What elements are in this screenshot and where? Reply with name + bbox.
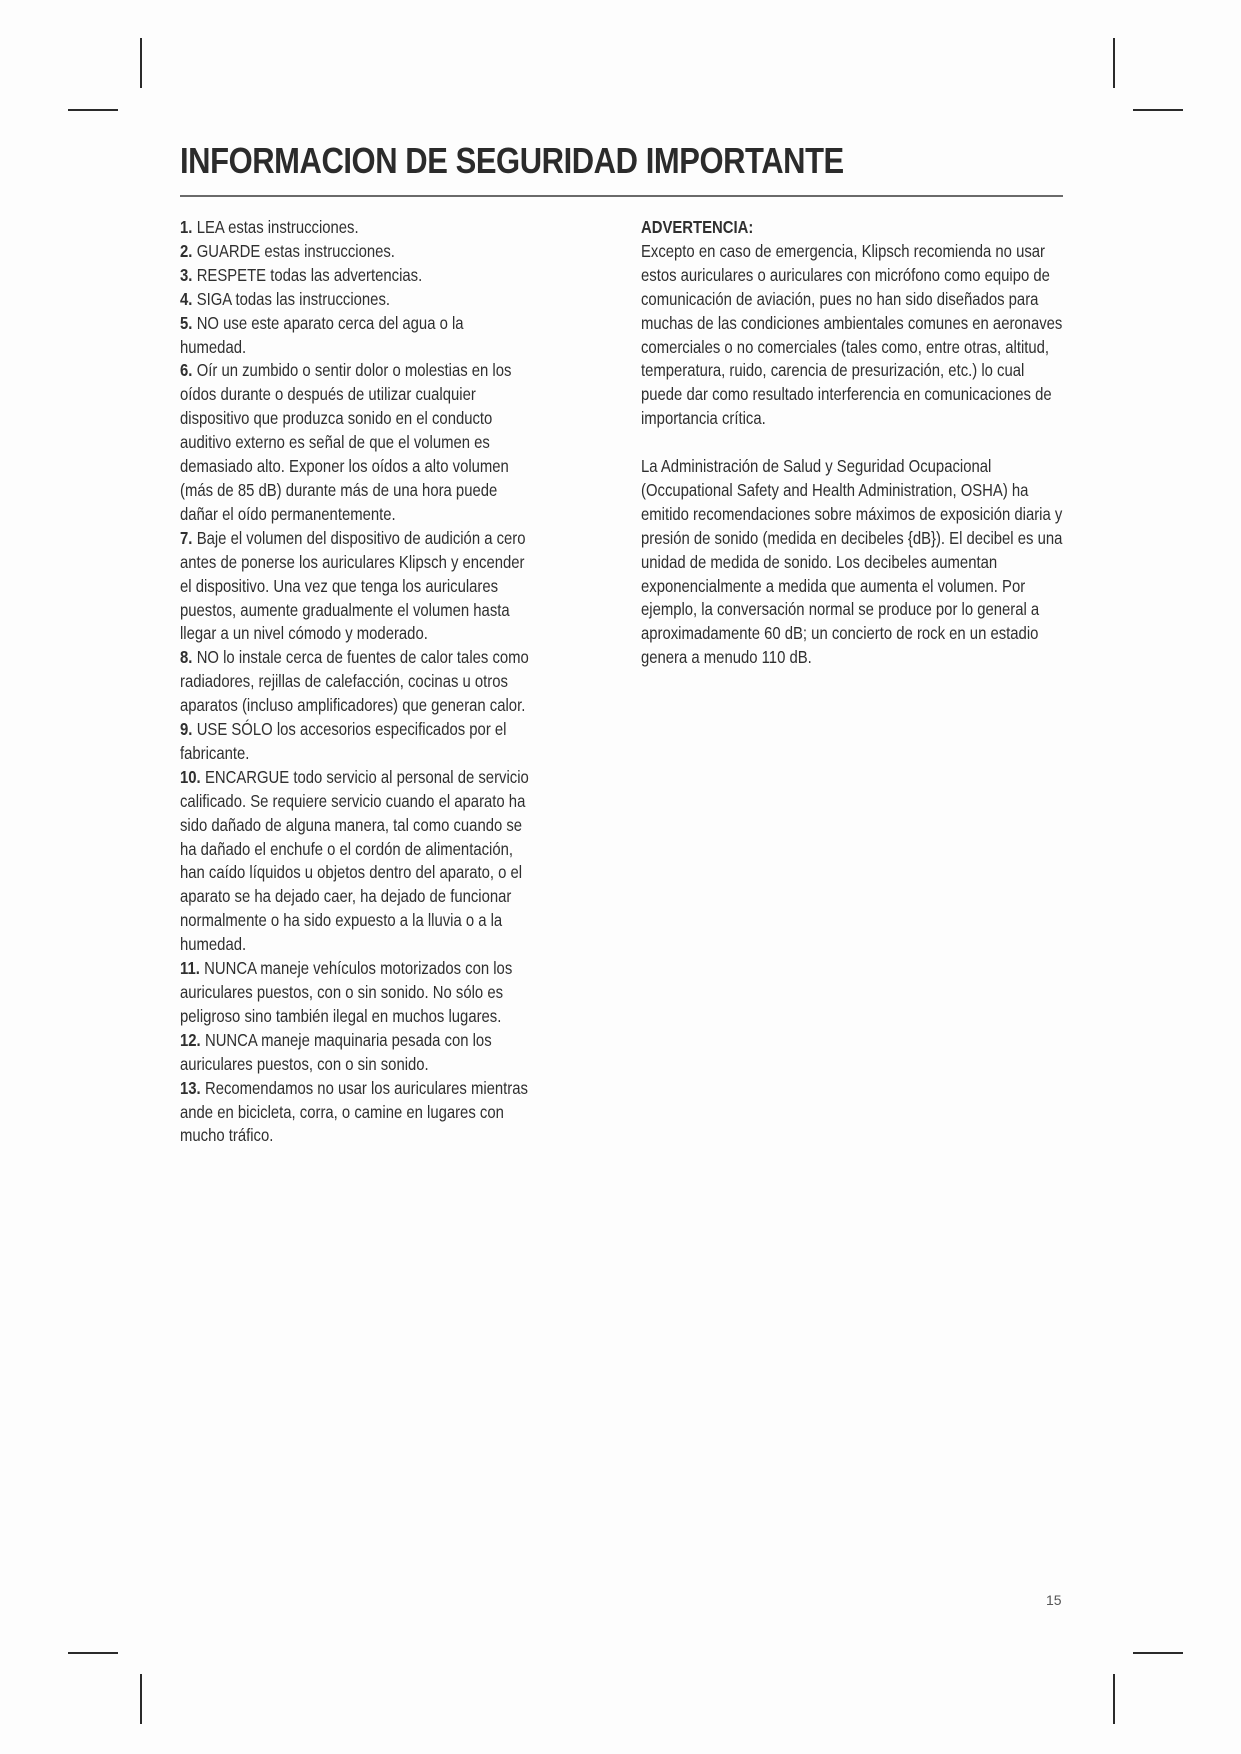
list-item	[180, 1029, 610, 1077]
item-text: SIGA todas las instrucciones.	[196, 288, 391, 309]
item-number: 2.	[180, 240, 193, 261]
crop-mark-bottom-left-vertical	[140, 1674, 142, 1724]
crop-mark-bottom-left-horizontal	[68, 1652, 118, 1654]
warning-paragraph-aviation: Excepto en caso de emergencia, Klipsch recomienda no usar estos auriculares o auriculares con micrófono como equipo de comunicación de aviación, pues no han sido diseñados para muchas de las condiciones ambientales comunes en aeronaves comerciales o no comerciales (tales como, entre otras, altitud, temperatura, ruido, carencia de presurización, etc.) lo cual puede dar como resultado interferencia en comunicaciones de importancia crítica.	[641, 240, 1063, 429]
list-item	[180, 766, 610, 957]
item-text: ENCARGUE todo servicio al personal de servicio calificado. Se requiere servicio cuando el aparato ha sido dañado de alguna manera, tal como cuando se ha dañado el enchufe o el cordón de alimentación, han caído líquidos u objetos dentro del aparato, o el aparato se ha dejado caer, ha dejado de funcionar normalmente o ha sido expuesto a la lluvia o a la humedad.	[180, 766, 529, 955]
crop-mark-bottom-right-vertical	[1113, 1674, 1115, 1724]
page-number: 15	[1046, 1592, 1062, 1608]
list-item	[180, 264, 610, 288]
item-text: NO use este aparato cerca del agua o la humedad.	[180, 312, 464, 357]
page-title: INFORMACION DE SEGURIDAD IMPORTANTE	[180, 140, 844, 181]
list-item	[180, 216, 610, 240]
item-number: 11.	[180, 958, 200, 979]
list-item	[180, 312, 610, 360]
list-item	[180, 718, 610, 766]
item-number: 1.	[180, 217, 193, 237]
list-item	[180, 1077, 610, 1149]
list-item	[180, 288, 610, 312]
item-text: Baje el volumen del dispositivo de audición a cero antes de ponerse los auriculares Klipsch y encender el dispositivo. Una vez que tenga los auriculares puestos, aumente gradualmente el volumen hasta llegar a un nivel cómodo y moderado.	[180, 527, 526, 644]
item-number: 12.	[180, 1029, 201, 1050]
item-text: NO lo instale cerca de fuentes de calor tales como radiadores, rejillas de calefacción, cocinas u otros aparatos (incluso amplificadores) que generan calor.	[180, 647, 529, 716]
list-item	[180, 240, 610, 264]
crop-mark-top-right-horizontal	[1133, 109, 1183, 111]
list-item	[180, 359, 610, 526]
crop-mark-bottom-right-horizontal	[1133, 1652, 1183, 1654]
crop-mark-top-left-vertical	[140, 38, 142, 88]
list-item	[180, 646, 610, 718]
item-number: 10.	[180, 766, 201, 787]
warning-section	[641, 216, 1071, 694]
item-text: GUARDE estas instrucciones.	[196, 240, 395, 261]
item-number: 8.	[180, 647, 193, 668]
warning-heading: ADVERTENCIA:	[641, 217, 754, 237]
item-number: 3.	[180, 264, 193, 285]
item-text: USE SÓLO los accesorios especificados por el fabricante.	[180, 719, 507, 763]
item-text: RESPETE todas las advertencias.	[196, 264, 423, 285]
item-text: Recomendamos no usar los auriculares mientras ande en bicicleta, corra, o camine en lugares con mucho tráfico.	[180, 1077, 528, 1146]
item-number: 4.	[180, 288, 193, 309]
crop-mark-top-right-vertical	[1113, 38, 1115, 88]
item-number: 13.	[180, 1077, 201, 1098]
item-text: Oír un zumbido o sentir dolor o molestias en los oídos durante o después de utilizar cualquier dispositivo que produzca sonido en el conducto auditivo externo es señal de que el volumen es demasiado alto. Exponer los oídos a alto volumen (más de 85 dB) durante más de una hora puede dañar el oído permanentemente.	[180, 360, 512, 524]
list-item	[180, 957, 610, 1029]
item-number: 5.	[180, 312, 193, 333]
crop-mark-top-left-horizontal	[68, 109, 118, 111]
item-text: LEA estas instrucciones.	[196, 217, 359, 237]
title-divider	[180, 195, 1063, 197]
item-number: 7.	[180, 527, 193, 548]
warning-paragraph-osha: La Administración de Salud y Seguridad Ocupacional (Occupational Safety and Health Administration, OSHA) ha emitido recomendaciones sobre máximos de exposición diaria y presión de sonido (medida en decibeles {dB}). El decibel es una unidad de medida de sonido. Los decibeles aumentan exponencialmente a medida que aumenta el volumen. Por ejemplo, la conversación normal se produce por lo general a aproximadamente 60 dB; un concierto de rock en un estadio genera a menudo 110 dB.	[641, 456, 1063, 668]
safety-instructions-list	[180, 216, 610, 1148]
item-text: NUNCA maneje maquinaria pesada con los auriculares puestos, con o sin sonido.	[180, 1029, 492, 1074]
item-number: 6.	[180, 360, 193, 381]
item-text: NUNCA maneje vehículos motorizados con los auriculares puestos, con o sin sonido. No sólo es peligroso sino también ilegal en muchos lugares.	[180, 958, 513, 1026]
list-item	[180, 527, 610, 647]
item-number: 9.	[180, 719, 193, 740]
